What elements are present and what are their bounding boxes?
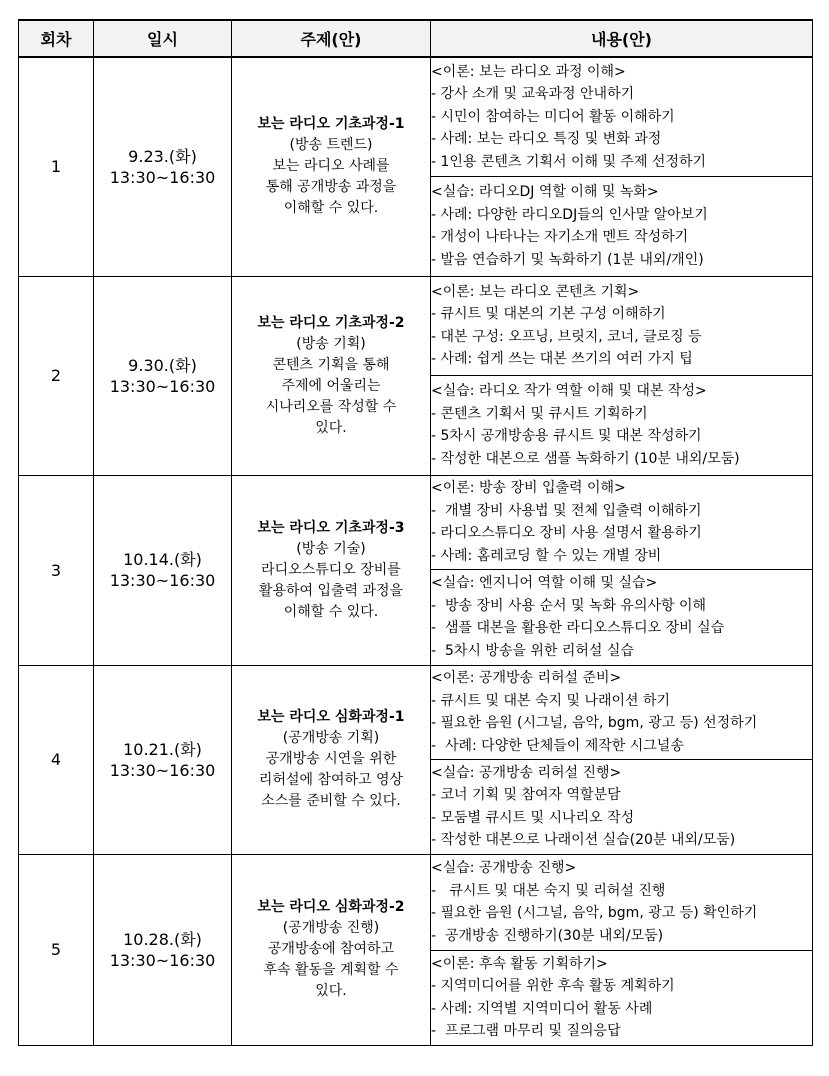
session-row <box>19 276 813 375</box>
content-block-first <box>431 475 813 569</box>
header-topic: 주제(안) <box>232 20 431 57</box>
content-item: - 필요한 음원 (시그널, 음악, bgm, 광고 등) 확인하기 <box>431 905 758 921</box>
session-topic <box>232 665 431 854</box>
session-time: 13:30~16:30 <box>109 571 216 590</box>
topic-subtitle: (공개방송 기획) <box>282 730 380 746</box>
content-block-first <box>431 276 813 375</box>
header-row <box>19 20 813 57</box>
topic-description-line: 리허설에 참여하고 영상 <box>258 772 404 788</box>
content-item: - 강사 소개 및 교육과정 안내하기 <box>431 86 635 102</box>
content-block-second <box>431 375 813 475</box>
content-item: - 콘텐츠 기획서 및 큐시트 기획하기 <box>431 405 648 422</box>
content-item: - 공개방송 진행하기(30분 내외/모둠) <box>431 927 664 944</box>
content-item: - 지역미디어를 위한 후속 활동 계획하기 <box>431 978 675 994</box>
content-block-heading: <실습: 라디오 작가 역할 이해 및 대본 작성> <box>431 383 707 399</box>
session-topic <box>232 475 431 665</box>
content-item: - 작성한 대본으로 샘플 녹화하기 (10분 내외/모둠) <box>431 450 740 467</box>
topic-description-line: 활용하여 입출력 과정을 <box>258 582 404 599</box>
content-block-heading: <실습: 엔지니어 역할 이해 및 실습> <box>431 575 658 591</box>
session-datetime <box>94 854 232 1045</box>
content-block-first <box>431 665 813 759</box>
content-item: - 사례: 보는 라디오 특징 및 변화 과정 <box>431 131 662 147</box>
content-item: - 방송 장비 사용 순서 및 녹화 유의사항 이해 <box>431 597 707 614</box>
content-item: - 큐시트 및 대본의 기본 구성 이해하기 <box>431 306 666 322</box>
content-item: - 사례: 다양한 라디오DJ들의 인사말 알아보기 <box>431 206 708 223</box>
session-time: 13:30~16:30 <box>109 760 216 780</box>
topic-description-line: 이해할 수 있다. <box>283 603 379 620</box>
topic-title: 보는 라디오 기초과정-2 <box>257 314 405 331</box>
content-item: - 필요한 음원 (시그널, 음악, bgm, 광고 등) 선정하기 <box>431 715 758 731</box>
session-row <box>19 854 813 950</box>
topic-title: 보는 라디오 심화과정-2 <box>257 899 405 915</box>
topic-description-line: 이해할 수 있다. <box>283 200 379 217</box>
topic-description-line: 있다. <box>315 983 347 999</box>
content-block-first <box>431 57 813 176</box>
content-item: - 대본 구성: 오프닝, 브릿지, 코너, 클로징 등 <box>431 328 702 345</box>
session-number: 5 <box>19 854 94 1045</box>
content-item: - 라디오스튜디오 장비 사용 설명서 활용하기 <box>431 525 702 541</box>
session-date: 10.21.(화) <box>123 739 202 759</box>
session-topic <box>232 276 431 475</box>
session-number: 2 <box>19 276 94 475</box>
topic-description-line: 시나리오를 작성할 수 <box>265 398 397 415</box>
topic-subtitle: (방송 기술) <box>296 540 366 557</box>
content-item: - 사례: 다양한 단체들이 제작한 시그널송 <box>431 737 684 754</box>
topic-subtitle: (방송 기획) <box>296 335 366 352</box>
session-row <box>19 475 813 569</box>
session-time: 13:30~16:30 <box>109 167 216 187</box>
content-block-heading: <이론: 보는 라디오 과정 이해> <box>431 63 626 80</box>
content-item: - 작성한 대본으로 나래이션 실습(20분 내외/모둠) <box>431 832 736 848</box>
session-time: 13:30~16:30 <box>109 950 216 970</box>
content-item: - 개별 장비 사용법 및 전체 입출력 이해하기 <box>431 502 702 519</box>
content-block-heading: <실습: 공개방송 리허설 진행> <box>431 764 622 781</box>
session-row <box>19 57 813 176</box>
schedule-table <box>18 19 813 1046</box>
content-block-heading: <이론: 후속 활동 기획하기> <box>431 955 608 972</box>
content-block-heading: <이론: 방송 장비 입출력 이해> <box>431 480 626 496</box>
topic-description-line: 라디오스튜디오 장비를 <box>261 561 401 578</box>
content-item: - 큐시트 및 대본 숙지 및 리허설 진행 <box>431 882 666 899</box>
content-item: - 큐시트 및 대본 숙지 및 나래이션 하기 <box>431 692 671 709</box>
session-datetime <box>94 57 232 276</box>
topic-description-line: 통해 공개방송 과정을 <box>265 179 397 196</box>
session-date: 10.14.(화) <box>123 550 202 569</box>
topic-description-line: 소스를 준비할 수 있다. <box>261 793 401 809</box>
content-block-heading: <이론: 보는 라디오 콘텐츠 기획> <box>431 283 640 300</box>
session-time: 13:30~16:30 <box>109 376 216 396</box>
session-date: 10.28.(화) <box>123 929 202 949</box>
content-item: - 모둠별 큐시트 및 시나리오 작성 <box>431 809 635 826</box>
header-content: 내용(안) <box>431 20 813 57</box>
session-datetime <box>94 276 232 475</box>
topic-description-line: 주제에 어울리는 <box>281 377 381 394</box>
topic-subtitle: (방송 트렌드) <box>289 137 373 154</box>
content-block-second <box>431 950 813 1045</box>
session-topic <box>232 57 431 276</box>
content-item: - 발음 연습하기 및 녹화하기 (1분 내외/개인) <box>431 251 704 268</box>
content-item: - 사례: 홈레코딩 할 수 있는 개별 장비 <box>431 547 662 564</box>
header-datetime: 일시 <box>94 20 232 57</box>
content-item: - 5차시 방송을 위한 리허설 실습 <box>431 642 634 659</box>
topic-title: 보는 라디오 기초과정-3 <box>257 519 405 536</box>
session-number: 4 <box>19 665 94 854</box>
topic-description-line: 후속 활동을 계획할 수 <box>263 962 399 978</box>
session-datetime <box>94 665 232 854</box>
content-item: - 프로그램 마무리 및 질의응답 <box>431 1023 621 1039</box>
content-item: - 코너 기획 및 참여자 역할분담 <box>431 787 621 803</box>
topic-description-line: 보는 라디오 사례를 <box>272 158 390 175</box>
content-block-heading: <실습: 라디오DJ 역할 이해 및 녹화> <box>431 184 659 200</box>
topic-subtitle: (공개방송 진행) <box>282 920 380 936</box>
content-block-heading: <이론: 공개방송 리허설 준비> <box>431 670 622 686</box>
session-number: 3 <box>19 475 94 665</box>
topic-description-line: 콘텐츠 기획을 통해 <box>272 356 390 373</box>
content-block-second <box>431 176 813 276</box>
content-item: - 1인용 콘텐츠 기획서 이해 및 주제 선정하기 <box>431 153 707 170</box>
content-item: - 샘플 대본을 활용한 라디오스튜디오 장비 실습 <box>431 620 725 636</box>
session-row <box>19 665 813 759</box>
content-item: - 5차시 공개방송용 큐시트 및 대본 작성하기 <box>431 428 702 444</box>
content-block-first <box>431 854 813 950</box>
topic-description-line: 공개방송 시연을 위한 <box>265 751 397 767</box>
topic-title: 보는 라디오 심화과정-1 <box>257 709 405 725</box>
session-topic <box>232 854 431 1045</box>
topic-description-line: 공개방송에 참여하고 <box>267 941 395 957</box>
header-session: 회차 <box>19 20 94 57</box>
topic-title: 보는 라디오 기초과정-1 <box>257 116 405 133</box>
content-block-heading: <실습: 공개방송 진행> <box>431 860 577 876</box>
session-date: 9.30.(화) <box>128 355 197 375</box>
session-datetime <box>94 475 232 665</box>
content-block-second <box>431 759 813 854</box>
session-date: 9.23.(화) <box>128 146 197 166</box>
content-item: - 개성이 나타나는 자기소개 멘트 작성하기 <box>431 229 689 245</box>
content-item: - 시민이 참여하는 미디어 활동 이해하기 <box>431 108 675 125</box>
content-item: - 사례: 지역별 지역미디어 활동 사례 <box>431 1000 653 1017</box>
content-item: - 사례: 쉽게 쓰는 대본 쓰기의 여러 가지 팁 <box>431 351 693 367</box>
topic-description-line: 있다. <box>315 419 347 436</box>
content-block-second <box>431 569 813 665</box>
session-number: 1 <box>19 57 94 276</box>
